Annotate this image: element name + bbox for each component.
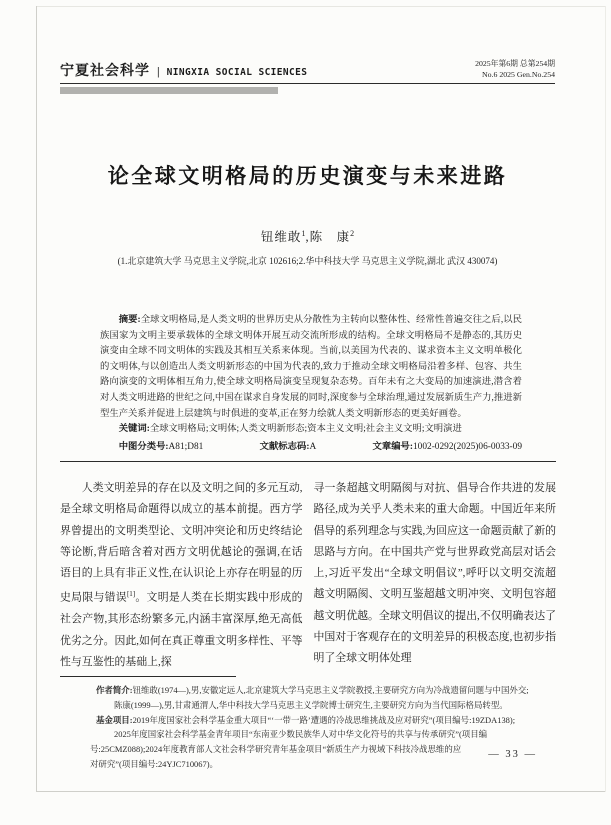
scan-edge-top <box>36 6 606 7</box>
author-2-name: 陈 康 <box>309 230 351 244</box>
body-paragraph-right: 寻一条超越文明隔阂与对抗、倡导合作共进的发展路径,成为关乎人类未来的重大命题。中国近年来所倡导的系列理念与实践,为回应这一命题贡献了新的思路与方向。在中国共产党与世界政党高层对话会上,习近平发出“全球文明倡议”,呼吁以文明交流超越文明隔阂、文明互鉴超越文明冲突、文明包容超越文明优越。全球文明倡议的提出,不仅明确表达了中国对于客观存在的文明差异的积极态度,也初步指明了全球文明体处理 <box>313 482 556 665</box>
footnote-fund-line-4: 对研究”(项目编号:24YJC710067)。 <box>90 758 218 769</box>
footnote-author-bio-line-2: 陈康(1999—),男,甘肃通渭人,华中科技大学马克思主义学院博士研究生,主要研究方向为当代国际格局转型。 <box>114 699 508 710</box>
affiliation-line: (1.北京建筑大学 马克思主义学院,北京 102616;2.华中科技大学 马克思主义学院,湖北 武汉 430074) <box>117 256 498 266</box>
reference-marker-1: [1] <box>126 590 136 599</box>
journal-name-separator: | <box>157 64 160 78</box>
issue-line-en: No.6 2025 Gen.No.254 <box>482 69 555 79</box>
clc-number: 中图分类号:A81;D81 <box>118 441 204 452</box>
author-separator: , <box>305 230 310 244</box>
abstract-block <box>100 313 522 455</box>
scan-edge-bottom <box>36 791 606 792</box>
author-line <box>60 227 555 245</box>
journal-header <box>60 57 555 84</box>
document-code: 文献标志码:A <box>259 441 317 452</box>
scan-edge-right <box>605 6 606 792</box>
article-id: 文章编号:1002-0292(2025)06-0033-09 <box>372 441 522 452</box>
article-title: 论全球文明格局的历史演变与未来进路 <box>107 165 508 188</box>
abstract-paragraph <box>100 313 522 422</box>
header-body-divider <box>60 461 556 462</box>
footnote-fund-line-2: 2025年度国家社会科学基金青年项目“东南亚少数民族华人对中华文化符号的共享与传承研究”(项目编 <box>114 729 488 740</box>
journal-name-cn: 宁夏社会科学 <box>60 62 150 78</box>
footnote-divider <box>60 676 236 677</box>
classification-row <box>100 440 522 456</box>
body-paragraph-left: 人类文明差异的存在以及文明之间的多元互动,是全球文明格局命题得以成立的基本前提。西方学界曾提出的文明类型论、文明冲突论和历史终结论等论断,背后暗含着对西方文明优越论的强调,在话语目的上具有非正义性,在认识论上亦存在明显的历史局限与错误[1]。文明是人类在长期实践中形成的社会产物,其形态纷繁多元,内涵丰富深厚,绝无高低优劣之分。因此,如何在真正尊重文明多样性、平等性与互鉴性的基础上,探 <box>60 482 303 668</box>
abstract-label: 摘要: <box>118 315 141 325</box>
journal-name-en: NINGXIA SOCIAL SCIENCES <box>166 67 308 78</box>
footnote-fund-line-1: 基金项目:2019年度国家社会科学基金重大项目“‘一带一路’遭遇的冷战思维挑战及应对研究”(项目编号:19ZDA138); <box>96 714 516 725</box>
journal-masthead <box>60 60 307 80</box>
author-1-name: 钮维敢 <box>260 230 302 244</box>
scan-edge-left <box>36 6 37 792</box>
article-body <box>60 478 556 673</box>
footnote-author-bio-line-1: 作者简介:钮维敢(1974—),男,安徽定远人,北京建筑大学马克思主义学院教授,主要研究方向为冷战遗留问题与中国外交; <box>96 685 529 695</box>
footnotes-block <box>60 683 556 772</box>
body-column-right <box>314 478 557 673</box>
footnote-fund-line-3: 号:25CMZ088);2024年度教育部人文社会科学研究青年基金项目“新质生产力视域下科技冷战思维的应 <box>90 744 462 755</box>
issue-info <box>475 59 555 80</box>
keywords-text: 全球文明格局;文明体;人类文明新形态;资本主义文明;社会主义文明;文明演进 <box>149 424 462 435</box>
page-number: — 33 — <box>488 749 537 760</box>
keywords-paragraph <box>100 422 522 438</box>
author-1-superscript: 1 <box>301 228 306 238</box>
issue-line-cn: 2025年第6期 总第254期 <box>475 59 555 68</box>
header-accent-bar <box>60 87 278 94</box>
keywords-label: 关键词: <box>118 424 150 435</box>
abstract-text: 全球文明格局,是人类文明的世界历史从分散性为主转向以整体性、经常性普遍交往之后,以民族国家为文明主要承载体的全球文明体开展互动交流所形成的结构。全球文明格局不是静态的,其历史演变由全球不同文明体的实践及其相互关系来体现。当前,以美国为代表的、谋求资本主义文明单极化的文明体,与以创造出人类文明新形态的中国为代表的,致力于推动全球文明格局沿着多样、包容、共生路向演变的文明体相互角力,使全球文明格局演变呈现复杂态势。百年未有之大变局的加速演进,潜含着对人类文明进路的世纪之问,中国在谋求自身发展的同时,深度参与全球治理,通过发展新质生产力,推进新型生产关系并促进上层建筑与时俱进的变革,正在努力绘就人类文明新形态的更美好画卷。 <box>100 315 522 419</box>
body-column-left <box>60 478 303 673</box>
author-2-superscript: 2 <box>350 228 355 238</box>
